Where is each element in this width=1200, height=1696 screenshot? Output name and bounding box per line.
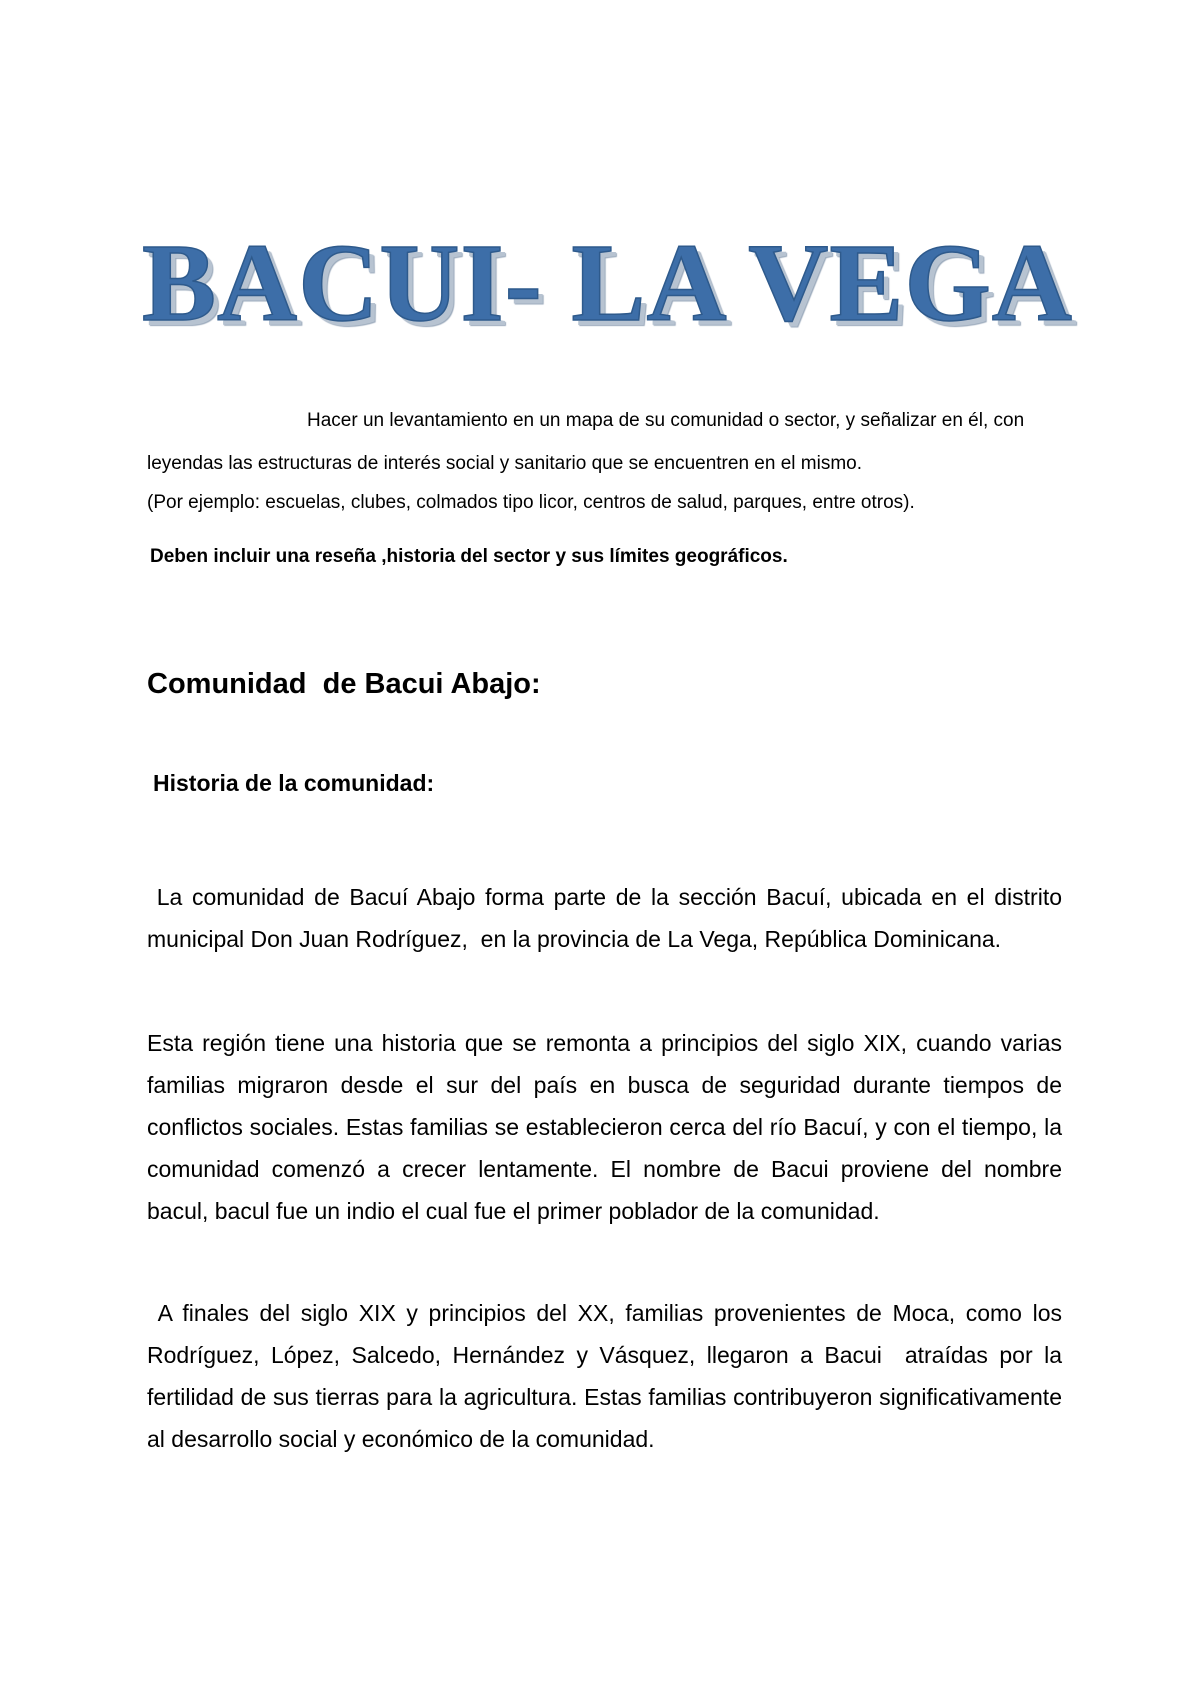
document-title: BACUI- LA VEGA (142, 222, 1073, 345)
assignment-requirement: Deben incluir una reseña ,historia del sector y sus límites geográficos. (150, 546, 788, 567)
paragraph: La comunidad de Bacuí Abajo forma parte de la sección Bacuí, ubicada en el distrito municipal Don Juan Rodríguez, en la provincia de La Vega, República Dominicana. (147, 884, 1069, 952)
subheading: Historia de la comunidad: (153, 770, 435, 796)
paragraph: Esta región tiene una historia que se remonta a principios del siglo XIX, cuando varias familias migraron desde el sur del país en busca de seguridad durante tiempos de conflictos sociales. Estas familias se establecieron cerca del río Bacuí, y con el tiempo, la comunidad comenzó a crecer lentamente. El nombre de Bacui proviene del nombre bacul, bacul fue un indio el cual fue el primer poblador de la comunidad. (147, 1030, 1069, 1224)
section-heading: Comunidad de Bacui Abajo: (147, 668, 541, 700)
paragraph: A finales del siglo XIX y principios del XX, familias provenientes de Moca, como los Rodríguez, López, Salcedo, Hernández y Vásquez, llegaron a Bacui atraídas por la fertilidad de sus tierras para la agricultura. Estas familias contribuyeron significativamente al desarrollo social y económico de la comunidad. (147, 1300, 1069, 1452)
assignment-instruction: Hacer un levantamiento en un mapa de su comunidad o sector, y señalizar en él, con leyendas las estructuras de interés social y sanitario que se encuentren en el mismo. (147, 410, 1025, 474)
assignment-examples: (Por ejemplo: escuelas, clubes, colmados tipo licor, centros de salud, parques, entre otros). (147, 492, 915, 513)
